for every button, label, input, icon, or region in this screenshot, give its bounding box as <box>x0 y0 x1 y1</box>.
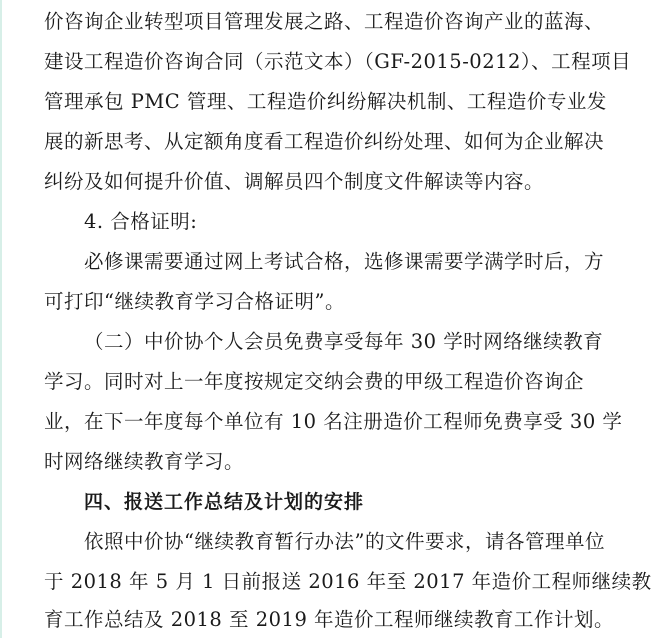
paragraph-line: 育工作总结及 2018 至 2019 年造价工程师继续教育工作计划。 <box>44 608 615 631</box>
paragraph-line: 建设工程造价咨询合同（示范文本）（GF-2015-0212）、工程项目 <box>44 50 632 73</box>
section-heading: 四、报送工作总结及计划的安排 <box>84 491 365 513</box>
paragraph-line: 依照中价协“继续教育暂行办法”的文件要求，请各管理单位 <box>84 530 605 553</box>
paragraph-line: 管理承包 PMC 管理、工程造价纠纷解决机制、工程造价专业发 <box>44 90 607 113</box>
paragraph-line: 于 2018 年 5 月 1 日前报送 2016 年至 2017 年造价工程师继续教 <box>44 570 652 593</box>
paragraph-line: 展的新思考、从定额角度看工程造价纠纷处理、如何为企业解决 <box>44 130 605 153</box>
paragraph-line: 业，在下一年度每个单位有 10 名注册造价工程师免费享受 30 学 <box>44 410 623 433</box>
paragraph-line: 学习。同时对上一年度按规定交纳会费的甲级工程造价咨询企 <box>44 370 585 393</box>
paragraph-line: 价咨询企业转型项目管理发展之路、工程造价咨询产业的蓝海、 <box>44 10 605 33</box>
paragraph-line: 时网络继续教育学习。 <box>44 450 245 473</box>
paragraph-line: 必修课需要通过网上考试合格，选修课需要学满学时后，方 <box>84 250 605 273</box>
paragraph-line: 可打印“继续教育学习合格证明”。 <box>44 290 345 313</box>
paragraph-line: （二）中价协个人会员免费享受每年 30 学时网络继续教育 <box>84 330 604 353</box>
section-subheading: 4. 合格证明: <box>84 210 198 233</box>
paragraph-line: 纠纷及如何提升价值、调解员四个制度文件解读等内容。 <box>44 170 545 193</box>
